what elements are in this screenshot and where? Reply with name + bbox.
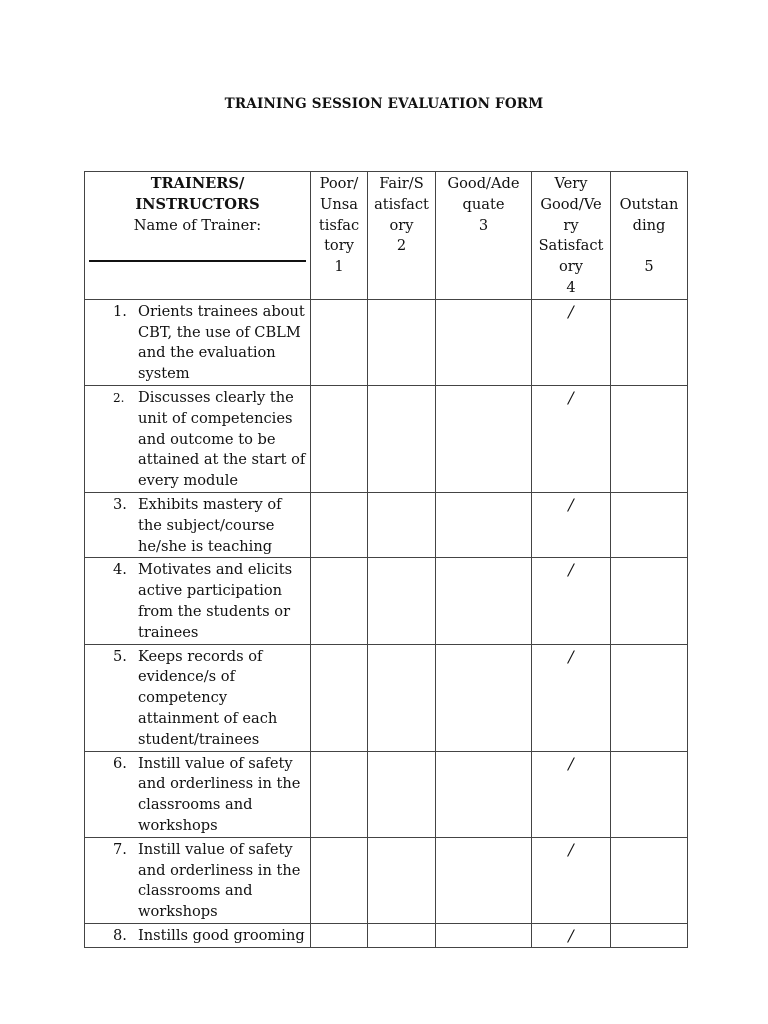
rating-header-4 [532,172,611,300]
criterion-cell [85,923,311,947]
rating-cell-2[interactable] [368,558,436,644]
criterion-number: 7. [113,840,127,858]
criterion-number: 3. [113,495,127,513]
rating-mark-4[interactable]: / [532,837,611,923]
rating-cell-3[interactable] [436,385,532,492]
rating-cell-2[interactable] [368,837,436,923]
rating-cell-1[interactable] [311,492,368,557]
criterion-text-line: evidence/s of [138,668,235,686]
rating-cell-2[interactable] [368,492,436,557]
rating-mark-4[interactable]: / [532,492,611,557]
criterion-cell [85,837,311,923]
rating-cell-3[interactable] [436,923,532,947]
rating-header-line: ory [389,216,414,234]
criterion-text-line: student/trainees [138,730,260,748]
rating-cell-1[interactable] [311,751,368,837]
evaluation-table [84,171,688,948]
rating-cell-5[interactable] [611,299,688,385]
criterion-row [85,923,688,947]
criterion-text [138,302,308,385]
rating-header-line: 1 [334,258,344,276]
rating-header-line: quate [462,195,505,213]
form-title: TRAINING SESSION EVALUATION FORM [224,96,544,112]
criterion-text-line: system [138,365,190,383]
rating-header-line: Good/Ade [447,175,520,192]
rating-mark-4[interactable]: / [532,299,611,385]
rating-cell-2[interactable] [368,751,436,837]
rating-cell-5[interactable] [611,644,688,751]
criterion-number: 4. [113,561,127,579]
rating-cell-2[interactable] [368,299,436,385]
criterion-text-line: classrooms and [138,882,253,900]
trainer-header-cell [85,172,311,300]
criterion-text [138,388,308,492]
rating-header-line: Good/Ve [540,195,602,213]
rating-cell-3[interactable] [436,751,532,837]
criterion-row [85,385,688,492]
criterion-number: 8. [113,926,127,944]
rating-mark-4[interactable]: / [532,385,611,492]
criterion-text-line: Discusses clearly the [138,388,294,406]
criterion-cell [85,299,311,385]
criterion-text [138,926,308,947]
trainer-name-field[interactable] [89,236,306,262]
rating-header-line: tisfac [318,216,360,234]
criterion-text [138,495,308,557]
rating-header-line: 4 [566,278,576,296]
rating-cell-3[interactable] [436,644,532,751]
rating-header-line: ding [632,216,666,234]
criterion-number: 2. [113,390,125,405]
criterion-text-line: Instills good grooming [138,926,305,944]
criterion-number: 5. [113,647,127,665]
criterion-text-line: workshops [138,816,218,834]
rating-header-line: 3 [478,216,489,234]
rating-header-line: Outstan [619,195,679,213]
rating-header-1 [311,172,368,300]
criterion-text [138,840,308,923]
rating-cell-1[interactable] [311,558,368,644]
criterion-text-line: competency [138,689,228,707]
rating-cell-5[interactable] [611,558,688,644]
rating-cell-1[interactable] [311,837,368,923]
criterion-text-line: Instill value of safety [138,754,293,772]
criterion-text-line: Instill value of safety [138,840,293,858]
rating-cell-1[interactable] [311,923,368,947]
rating-header-line [613,236,685,257]
trainers-heading: TRAINERS/ INSTRUCTORS [135,175,260,213]
criterion-text-line: and orderliness in the [138,775,301,793]
criterion-cell [85,385,311,492]
criterion-row [85,299,688,385]
rating-header-line: Satisfact [538,237,604,255]
rating-header-line: ory [558,258,583,276]
trainer-name-label: Name of Trainer: [133,216,262,234]
criterion-text-line: attained at the start of [138,451,306,469]
criterion-cell [85,492,311,557]
rating-cell-5[interactable] [611,492,688,557]
criteria-body [85,299,688,947]
rating-header-line: Poor/ [319,175,359,192]
rating-cell-5[interactable] [611,923,688,947]
rating-cell-5[interactable] [611,751,688,837]
criterion-text-line: workshops [138,903,218,921]
rating-header-2 [368,172,436,300]
rating-cell-2[interactable] [368,385,436,492]
rating-mark-4[interactable]: / [532,751,611,837]
rating-header-line: 5 [644,258,654,276]
criterion-text-line: Orients trainees about [138,302,305,320]
rating-cell-1[interactable] [311,299,368,385]
criterion-text-line: and orderliness in the [138,861,301,879]
rating-header-line: ry [563,216,579,234]
criterion-number: 6. [113,754,127,772]
rating-header-line: tory [324,237,354,255]
rating-header-line: 2 [396,237,407,255]
rating-mark-4[interactable]: / [532,644,611,751]
criterion-text-line: and outcome to be [138,430,276,448]
rating-cell-2[interactable] [368,923,436,947]
criterion-row [85,644,688,751]
criterion-text-line: Motivates and elicits [138,561,293,579]
criterion-text [138,560,308,643]
rating-mark-4[interactable]: / [532,558,611,644]
criterion-text-line: he/she is teaching [138,537,273,555]
criterion-cell [85,751,311,837]
criterion-text-line: active participation [138,582,283,600]
criterion-text-line: Keeps records of [138,647,263,665]
criterion-text-line: every module [138,472,239,490]
rating-mark-4[interactable]: / [532,923,611,947]
criterion-row [85,837,688,923]
rating-cell-3[interactable] [436,299,532,385]
rating-cell-2[interactable] [368,644,436,751]
criterion-text-line: Exhibits mastery of [138,495,282,513]
rating-cell-3[interactable] [436,837,532,923]
rating-header-line: Fair/S [379,175,424,192]
criterion-row [85,492,688,557]
rating-header-line: atisfact [374,195,429,213]
rating-header-line: Very [554,175,588,192]
criterion-text-line: trainees [138,623,199,641]
rating-cell-1[interactable] [311,385,368,492]
rating-header-line [613,174,685,195]
criterion-text [138,754,308,837]
header-row [85,172,688,300]
rating-cell-1[interactable] [311,644,368,751]
rating-cell-5[interactable] [611,837,688,923]
criterion-text-line: and the evaluation [138,344,276,362]
criterion-text-line: attainment of each [138,709,278,727]
rating-cell-3[interactable] [436,558,532,644]
criterion-text-line: unit of competencies [138,409,293,427]
criterion-text-line: the subject/course [138,516,275,534]
criterion-text-line: classrooms and [138,796,253,814]
criterion-cell [85,644,311,751]
criterion-number: 1. [113,302,127,320]
criterion-row [85,751,688,837]
criterion-text [138,647,308,751]
rating-cell-5[interactable] [611,385,688,492]
criterion-text-line: CBT, the use of CBLM [138,323,301,341]
criterion-text-line: from the students or [138,602,291,620]
rating-header-5 [611,172,688,300]
rating-header-line: Unsa [320,195,358,213]
rating-header-3 [436,172,532,300]
rating-cell-3[interactable] [436,492,532,557]
criterion-cell [85,558,311,644]
criterion-row [85,558,688,644]
